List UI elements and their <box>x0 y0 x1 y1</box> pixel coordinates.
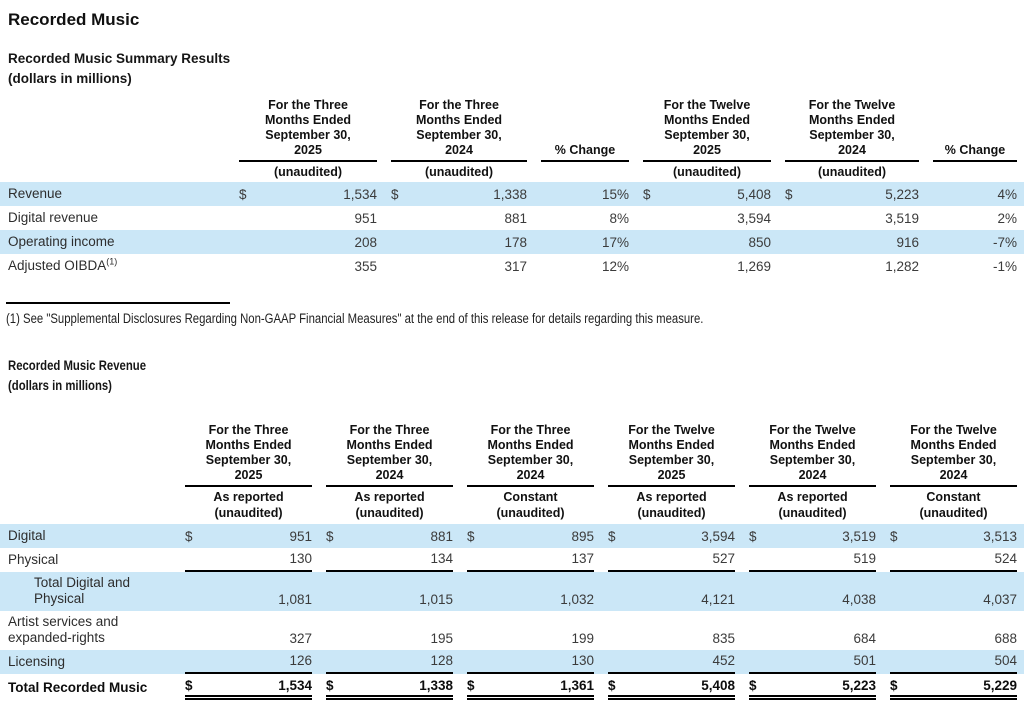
value-cell-inner <box>326 526 453 548</box>
value-cell-inner <box>391 256 527 278</box>
table-row <box>0 230 1024 254</box>
row-label: Licensing <box>8 654 66 669</box>
header-sublabels <box>541 162 629 182</box>
value-cell-inner <box>890 589 1017 611</box>
header-sublabels <box>785 162 919 182</box>
value-cell <box>178 628 319 650</box>
header-label-spacer <box>0 98 232 182</box>
revenue-table <box>0 423 1024 700</box>
column-header <box>742 423 883 524</box>
cell-value: 137 <box>571 551 594 566</box>
cell-value: 4,121 <box>701 592 735 607</box>
value-cell <box>384 232 534 254</box>
value-cell-inner <box>541 232 629 254</box>
dollar-sign: $ <box>391 187 399 202</box>
percent-value: -7% <box>992 235 1017 250</box>
value-cell <box>178 650 319 674</box>
row-label: Adjusted OIBDA$^{(1)}$ <box>8 256 118 273</box>
value-cell <box>460 650 601 674</box>
value-cell-inner <box>785 256 919 278</box>
value-cell <box>883 675 1024 700</box>
value-cell-inner <box>326 548 453 572</box>
value-cell-inner <box>608 675 735 700</box>
cell-value: 1,282 <box>885 259 919 274</box>
value-cell <box>742 526 883 548</box>
cell-value: 317 <box>504 259 527 274</box>
header-sublabels <box>391 162 527 182</box>
basis-label: Constant <box>503 490 558 504</box>
value-cell-inner <box>933 184 1017 206</box>
value-cell-inner <box>541 208 629 230</box>
value-cell-inner <box>185 675 312 700</box>
dollar-sign: $ <box>785 187 793 202</box>
unaudited-label: (unaudited) <box>214 506 283 520</box>
revenue-heading-inner: Recorded Music Revenue <box>8 358 147 373</box>
dollar-sign: $ <box>467 678 475 693</box>
value-cell-inner <box>643 232 771 254</box>
value-cell <box>636 184 778 206</box>
row-label: Digital <box>8 528 46 543</box>
table-row <box>0 254 1024 278</box>
basis-label: As reported <box>636 490 707 504</box>
value-cell-inner <box>933 208 1017 230</box>
cell-value: 1,269 <box>737 259 771 274</box>
percent-value: 12% <box>601 259 629 274</box>
column-header <box>636 98 778 182</box>
value-cell <box>883 589 1024 611</box>
dollar-sign: $ <box>749 678 757 693</box>
value-cell <box>384 208 534 230</box>
footnote-rule <box>6 302 230 304</box>
period-header: For the Three Months Ended September 30, 2024 <box>346 423 433 482</box>
value-cell <box>742 628 883 650</box>
value-cell-inner <box>608 526 735 548</box>
value-cell-inner <box>185 526 312 548</box>
cell-value: 1,015 <box>419 592 453 607</box>
table-header <box>0 98 1024 182</box>
value-cell <box>232 256 384 278</box>
cell-value: 128 <box>430 653 453 668</box>
column-header <box>778 98 926 182</box>
unaudited-label: (unaudited) <box>817 165 887 179</box>
value-cell-inner <box>185 650 312 674</box>
column-header <box>232 98 384 182</box>
dollar-sign: $ <box>608 678 616 693</box>
percent-value: 15% <box>601 187 629 202</box>
value-cell-inner <box>749 628 876 650</box>
header-sublabels <box>239 162 377 182</box>
value-cell-inner <box>541 256 629 278</box>
dollar-sign: $ <box>185 529 193 544</box>
cell-value: 881 <box>430 529 453 544</box>
value-cell <box>534 232 636 254</box>
cell-value: 519 <box>853 551 876 566</box>
cell-value: 1,081 <box>278 592 312 607</box>
cell-value: 208 <box>354 235 377 250</box>
dollar-sign: $ <box>890 678 898 693</box>
document-page <box>0 10 1024 700</box>
cell-value: 3,594 <box>737 211 771 226</box>
dollar-sign: $ <box>608 529 616 544</box>
unaudited-label: (unaudited) <box>355 506 424 520</box>
value-cell <box>384 184 534 206</box>
value-cell <box>534 184 636 206</box>
value-cell <box>883 650 1024 674</box>
value-cell-inner <box>467 628 594 650</box>
value-cell <box>778 208 926 230</box>
cell-value: 5,229 <box>983 678 1017 693</box>
percent-value: 2% <box>997 211 1017 226</box>
value-cell-inner <box>749 526 876 548</box>
cell-value: 835 <box>712 631 735 646</box>
value-cell <box>601 526 742 548</box>
value-cell <box>319 548 460 572</box>
value-cell <box>319 589 460 611</box>
value-cell-inner <box>467 548 594 572</box>
unaudited-label: (unaudited) <box>637 506 706 520</box>
header-label-spacer <box>0 423 178 524</box>
value-cell-inner <box>467 675 594 700</box>
value-cell-inner <box>890 548 1017 572</box>
cell-value: 199 <box>571 631 594 646</box>
value-cell-inner <box>643 208 771 230</box>
value-cell <box>742 650 883 674</box>
value-cell-inner <box>185 628 312 650</box>
cell-value: 5,223 <box>842 678 876 693</box>
value-cell-inner <box>890 526 1017 548</box>
cell-value: 4,037 <box>983 592 1017 607</box>
value-cell-inner <box>185 548 312 572</box>
value-cell-inner <box>467 589 594 611</box>
period-header: For the Three Months Ended September 30, 2025 <box>205 423 292 482</box>
value-cell <box>601 675 742 700</box>
cell-value: 895 <box>571 529 594 544</box>
table-row <box>0 674 1024 700</box>
value-cell <box>778 184 926 206</box>
revenue-unit-note <box>8 378 1024 393</box>
revenue-heading <box>8 358 1024 373</box>
period-header: For the Three Months Ended September 30, 2024 <box>415 98 503 157</box>
value-cell-inner <box>933 256 1017 278</box>
value-cell-inner <box>467 526 594 548</box>
cell-value: 130 <box>571 653 594 668</box>
page-title: Recorded Music <box>8 10 140 29</box>
value-cell <box>883 526 1024 548</box>
cell-value: 130 <box>289 551 312 566</box>
value-cell <box>926 232 1024 254</box>
cell-value: 327 <box>289 631 312 646</box>
header-sublabels <box>326 487 453 524</box>
row-label-footnote-ref: (1) <box>106 256 118 267</box>
dollar-sign: $ <box>239 187 247 202</box>
footnote-text <box>6 311 1024 326</box>
value-cell <box>636 232 778 254</box>
value-cell-inner <box>326 675 453 700</box>
cell-value: 951 <box>354 211 377 226</box>
cell-value: 5,408 <box>737 187 771 202</box>
value-cell <box>460 548 601 572</box>
header-sublabels <box>890 487 1017 524</box>
cell-value: 4,038 <box>842 592 876 607</box>
column-header <box>384 98 534 182</box>
cell-value: 916 <box>896 235 919 250</box>
value-cell <box>178 548 319 572</box>
header-sublabels <box>643 162 771 182</box>
header-sublabels <box>749 487 876 524</box>
cell-value: 504 <box>994 653 1017 668</box>
cell-value: 684 <box>853 631 876 646</box>
percent-value: 17% <box>601 235 629 250</box>
table-row <box>0 611 1024 650</box>
period-header: For the Three Months Ended September 30, 2025 <box>264 98 352 157</box>
value-cell <box>178 526 319 548</box>
value-cell-inner <box>608 628 735 650</box>
value-cell <box>319 675 460 700</box>
cell-value: 5,408 <box>701 678 735 693</box>
value-cell <box>460 526 601 548</box>
value-cell-inner <box>749 548 876 572</box>
value-cell-inner <box>239 184 377 206</box>
table-row <box>0 206 1024 230</box>
period-header: For the Twelve Months Ended September 30, 2025 <box>628 423 715 482</box>
cell-value: 1,534 <box>343 187 377 202</box>
cell-value: 951 <box>289 529 312 544</box>
value-cell <box>319 526 460 548</box>
value-cell <box>460 628 601 650</box>
value-cell-inner <box>608 548 735 572</box>
value-cell <box>384 256 534 278</box>
value-cell-inner <box>391 184 527 206</box>
table-row <box>0 548 1024 572</box>
cell-value: 5,223 <box>885 187 919 202</box>
value-cell <box>232 232 384 254</box>
basis-label: As reported <box>354 490 425 504</box>
column-header <box>460 423 601 524</box>
value-cell <box>601 548 742 572</box>
value-cell <box>636 208 778 230</box>
percent-value: 4% <box>997 187 1017 202</box>
value-cell-inner <box>326 650 453 674</box>
summary-table <box>0 98 1024 278</box>
cell-value: 1,032 <box>560 592 594 607</box>
header-sublabels <box>933 162 1017 182</box>
row-label: Operating income <box>8 234 115 249</box>
value-cell-inner <box>785 232 919 254</box>
value-cell <box>178 589 319 611</box>
cell-value: 3,519 <box>842 529 876 544</box>
row-label: Total Digital and Physical <box>34 575 131 606</box>
cell-value: 3,513 <box>983 529 1017 544</box>
column-header <box>178 423 319 524</box>
dollar-sign: $ <box>326 678 334 693</box>
value-cell-inner <box>391 208 527 230</box>
value-cell <box>883 628 1024 650</box>
cell-value: 134 <box>430 551 453 566</box>
period-header: For the Twelve Months Ended September 30, 2025 <box>663 98 751 157</box>
basis-label: As reported <box>213 490 284 504</box>
value-cell-inner <box>391 232 527 254</box>
summary-heading: Recorded Music Summary Results <box>8 51 231 66</box>
row-label: Digital revenue <box>8 210 99 225</box>
value-cell <box>601 650 742 674</box>
value-cell <box>232 184 384 206</box>
unaudited-label: (unaudited) <box>273 165 343 179</box>
value-cell-inner <box>749 650 876 674</box>
value-cell <box>534 256 636 278</box>
cell-value: 524 <box>994 551 1017 566</box>
cell-value: 195 <box>430 631 453 646</box>
basis-label: As reported <box>777 490 848 504</box>
footnote-text-inner: (1) See "Supplemental Disclosures Regarding Non-GAAP Financial Measures" at the end of this release for details regarding this measure. <box>6 311 704 326</box>
cell-value: 527 <box>712 551 735 566</box>
value-cell-inner <box>890 628 1017 650</box>
value-cell <box>778 256 926 278</box>
table-row <box>0 572 1024 611</box>
table-header <box>0 423 1024 524</box>
value-cell-inner <box>326 628 453 650</box>
row-label: Artist services and expanded-rights <box>8 614 119 645</box>
value-cell <box>319 628 460 650</box>
value-cell <box>742 548 883 572</box>
value-cell-inner <box>785 184 919 206</box>
cell-value: 3,519 <box>885 211 919 226</box>
row-label: Total Recorded Music <box>8 680 148 695</box>
value-cell <box>460 589 601 611</box>
value-cell-inner <box>608 650 735 674</box>
value-cell-inner <box>185 589 312 611</box>
cell-value: 1,338 <box>493 187 527 202</box>
table-row <box>0 524 1024 548</box>
cell-value: 881 <box>504 211 527 226</box>
cell-value: 1,361 <box>560 678 594 693</box>
cell-value: 688 <box>994 631 1017 646</box>
dollar-sign: $ <box>185 678 193 693</box>
row-label: Physical <box>8 552 59 567</box>
value-cell <box>742 589 883 611</box>
value-cell <box>742 675 883 700</box>
value-cell-inner <box>749 675 876 700</box>
value-cell-inner <box>933 232 1017 254</box>
value-cell-inner <box>643 256 771 278</box>
value-cell <box>601 628 742 650</box>
value-cell <box>883 548 1024 572</box>
unaudited-label: (unaudited) <box>778 506 847 520</box>
value-cell-inner <box>890 650 1017 674</box>
value-cell-inner <box>643 184 771 206</box>
value-cell <box>926 184 1024 206</box>
table-row <box>0 650 1024 674</box>
value-cell <box>460 675 601 700</box>
value-cell-inner <box>541 184 629 206</box>
value-cell-inner <box>239 232 377 254</box>
dollar-sign: $ <box>326 529 334 544</box>
cell-value: 1,338 <box>419 678 453 693</box>
table-row <box>0 182 1024 206</box>
dollar-sign: $ <box>749 529 757 544</box>
column-header <box>319 423 460 524</box>
percent-value: 8% <box>609 211 629 226</box>
column-header <box>534 98 636 182</box>
value-cell-inner <box>326 589 453 611</box>
cell-value: 452 <box>712 653 735 668</box>
cell-value: 1,534 <box>278 678 312 693</box>
dollar-sign: $ <box>467 529 475 544</box>
period-header: For the Twelve Months Ended September 30, 2024 <box>808 98 896 157</box>
unaudited-label: (unaudited) <box>672 165 742 179</box>
value-cell-inner <box>239 208 377 230</box>
column-header <box>926 98 1024 182</box>
value-cell <box>232 208 384 230</box>
dollar-sign: $ <box>643 187 651 202</box>
cell-value: 850 <box>748 235 771 250</box>
unaudited-label: (unaudited) <box>424 165 494 179</box>
cell-value: 501 <box>853 653 876 668</box>
unaudited-label: (unaudited) <box>919 506 988 520</box>
value-cell <box>319 650 460 674</box>
revenue-unit-note-inner: (dollars in millions) <box>8 378 112 393</box>
period-header: For the Twelve Months Ended September 30, 2024 <box>910 423 997 482</box>
period-header: % Change <box>554 143 616 157</box>
column-header <box>883 423 1024 524</box>
dollar-sign: $ <box>890 529 898 544</box>
value-cell-inner <box>467 650 594 674</box>
value-cell <box>534 208 636 230</box>
basis-label: Constant <box>926 490 981 504</box>
value-cell-inner <box>239 256 377 278</box>
period-header: % Change <box>944 143 1006 157</box>
header-sublabels <box>185 487 312 524</box>
value-cell-inner <box>608 589 735 611</box>
percent-value: -1% <box>992 259 1017 274</box>
value-cell <box>926 208 1024 230</box>
column-header <box>601 423 742 524</box>
value-cell-inner <box>890 675 1017 700</box>
value-cell-inner <box>785 208 919 230</box>
summary-unit-note: (dollars in millions) <box>8 71 132 86</box>
cell-value: 126 <box>289 653 312 668</box>
period-header: For the Twelve Months Ended September 30, 2024 <box>769 423 856 482</box>
period-header: For the Three Months Ended September 30, 2024 <box>487 423 574 482</box>
value-cell <box>601 589 742 611</box>
unaudited-label: (unaudited) <box>496 506 565 520</box>
value-cell-inner <box>749 589 876 611</box>
value-cell <box>778 232 926 254</box>
cell-value: 178 <box>504 235 527 250</box>
header-sublabels <box>467 487 594 524</box>
value-cell <box>636 256 778 278</box>
header-sublabels <box>608 487 735 524</box>
value-cell <box>926 256 1024 278</box>
cell-value: 3,594 <box>701 529 735 544</box>
cell-value: 355 <box>354 259 377 274</box>
row-label: Revenue <box>8 186 63 201</box>
value-cell <box>178 675 319 700</box>
